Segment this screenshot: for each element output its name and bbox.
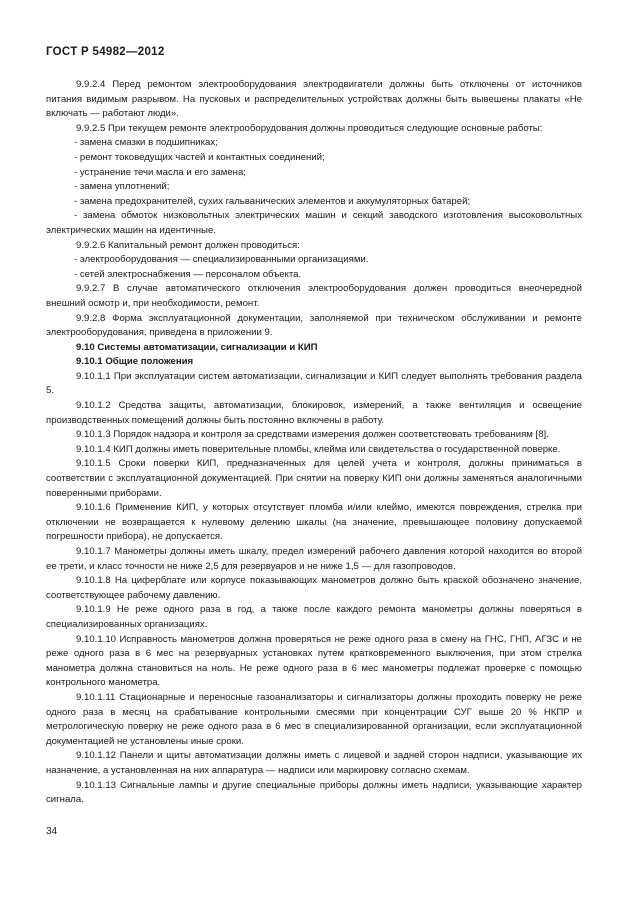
paragraph: 9.10.1.6 Применение КИП, у которых отсутствует пломба и/или клеймо, имеются повреждения, стрелка при отключении не возвращается к нулевому делению шкалы (на значение, превышающее половину допускаемой погрешности прибора), не допускается. — [46, 502, 582, 543]
list-item: - замена уплотнений; — [74, 181, 170, 193]
page-number: 34 — [46, 826, 58, 837]
list-item: - электрооборудования — специализированными организациями. — [74, 254, 369, 266]
list-item: - устранение течи масла и его замена; — [74, 166, 246, 178]
paragraph: 9.10.1.8 На циферблате или корпусе показывающих манометров должно быть краской обозначено значение, соответствующее рабочему давлению. — [46, 575, 582, 601]
list-item: - сетей электроснабжения — персоналом объекта. — [74, 268, 302, 280]
paragraph: 9.10.1.9 Не реже одного раза в год, а также после каждого ремонта манометры должны поверяться в специализированных организациях. — [46, 604, 582, 630]
document-body — [46, 78, 582, 808]
section-heading: 9.10.1 Общие положения — [76, 356, 194, 368]
paragraph: 9.10.1.7 Манометры должны иметь шкалу, предел измерений рабочего давления которой находится во второй ее трети, и класс точности не ниже 2,5 для резервуаров и не ниже 1,5 — для газопроводов. — [46, 546, 582, 572]
list-item: - замена предохранителей, сухих гальванических элементов и аккумуляторных батарей; — [74, 195, 471, 207]
paragraph: 9.9.2.5 При текущем ремонте электрооборудования должны проводиться следующие основные работы: — [76, 122, 543, 134]
paragraph: 9.9.2.7 В случае автоматического отключения электрооборудования должен проводиться внеочередной внешний осмотр и, при необходимости, ремонт. — [46, 283, 582, 309]
list-item: - замена обмоток низковольтных электрических машин и секций заводского изготовления высоковольтных электрических машин на идентичные. — [46, 210, 582, 236]
paragraph: 9.10.1.13 Сигнальные лампы и другие специальные приборы должны иметь надписи, указывающие характер сигнала. — [46, 779, 582, 806]
paragraph: 9.10.1.1 При эксплуатации систем автоматизации, сигнализации и КИП следует выполнять требования раздела 5. — [46, 370, 582, 397]
paragraph: 9.10.1.10 Исправность манометров должна проверяться не реже одного раза в смену на ГНС, ГНП, АГЗС и не реже одного раза в 6 мес на резервуарных установках путем кратковременного выключения, при этом стрелка манометра должна становиться на ноль. Не реже одного раза в 6 мес манометры подлежат проверке с помощью контрольного манометра. — [46, 633, 582, 689]
list-item: - замена смазки в подшипниках; — [74, 137, 218, 149]
paragraph: 9.9.2.6 Капитальный ремонт должен проводиться: — [76, 239, 300, 251]
paragraph: 9.9.2.8 Форма эксплуатационной документации, заполняемой при техническом обслуживании и ремонте электрооборудования, приведена в приложении 9. — [46, 312, 582, 339]
paragraph: 9.10.1.11 Стационарные и переносные газоанализаторы и сигнализаторы должны проходить поверку не реже одного раза в месяц на срабатывание контрольными смесями при концентрации СУГ выше 20 % НКПР и метрологическую поверку не реже одного раза в 6 мес в специализированной организации, если эксплуатационной документацией не установлены иные сроки. — [46, 691, 582, 747]
paragraph: 9.9.2.4 Перед ремонтом электрооборудования электродвигатели должны быть отключены от источников питания видимым разрывом. На пусковых и распределительных устройствах должны быть вывешены плакаты «Не включать — работают люди». — [46, 79, 582, 120]
list-item: - ремонт токоведущих частей и контактных соединений; — [74, 151, 325, 163]
paragraph: 9.10.1.5 Сроки поверки КИП, предназначенных для целей учета и контроля, должны приниматься в соответствии с эксплуатационной документацией. При снятии на поверку КИП они должны заменяться аналогичными поверенными приборами. — [46, 458, 582, 499]
paragraph: 9.10.1.4 КИП должны иметь поверительные пломбы, клейма или свидетельства о государственной поверке. — [76, 443, 561, 455]
section-heading: 9.10 Системы автоматизации, сигнализации и КИП — [76, 341, 318, 353]
paragraph: 9.10.1.3 Порядок надзора и контроля за средствами измерения должен соответствовать требованиям [8]. — [76, 429, 549, 441]
document-header: ГОСТ Р 54982—2012 — [46, 46, 165, 58]
paragraph: 9.10.1.12 Панели и щиты автоматизации должны иметь с лицевой и задней сторон надписи, указывающие их назначение, а установленная на них аппаратура — надписи или маркировку согласно схемам. — [46, 750, 582, 776]
paragraph: 9.10.1.2 Средства защиты, автоматизации, блокировок, измерений, а также вентиляция и освещение производственных помещений должны быть постоянно включены в работу. — [46, 400, 582, 426]
